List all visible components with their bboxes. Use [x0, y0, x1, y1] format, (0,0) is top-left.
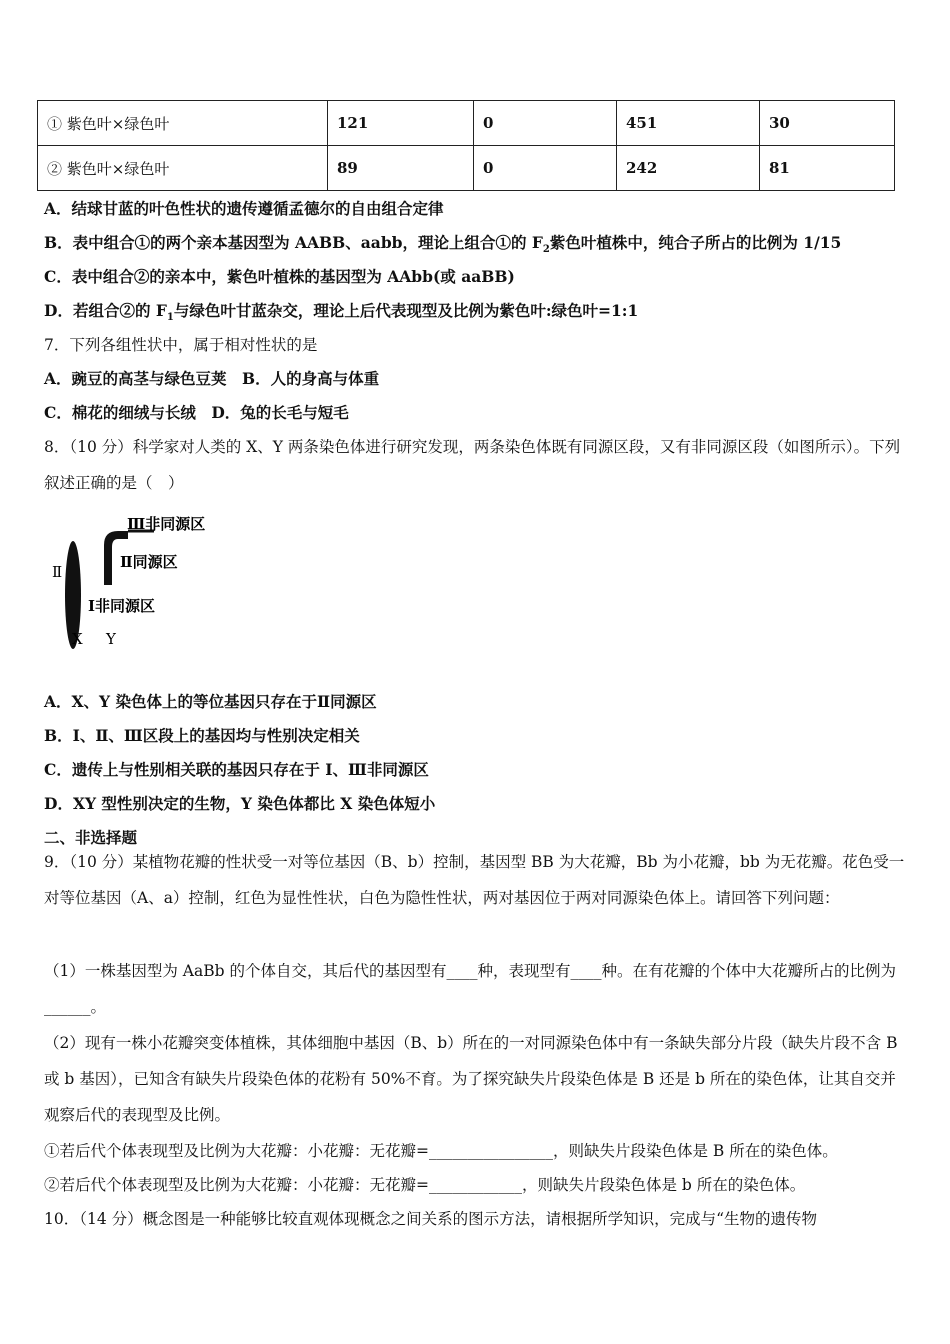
q7-stem: 7．下列各组性状中，属于相对性状的是	[44, 336, 318, 354]
label-region-i: Ⅰ非同源区	[88, 597, 156, 615]
q6-option-d-rest: 与绿色叶甘蓝杂交，理论上后代表现型及比例为紫色叶:绿色叶=1:1	[173, 301, 639, 320]
q6-option-b-rest: 紫色叶植株中，纯合子所占的比例为 1/15	[549, 233, 842, 252]
q8-option-b: B．I、Ⅱ、Ⅲ区段上的基因均与性别决定相关	[44, 726, 360, 745]
q8-option-a: A．X、Y 染色体上的等位基因只存在于Ⅱ同源区	[44, 692, 377, 711]
q6-option-b-sub: 2	[542, 244, 550, 256]
table-cell: 81	[760, 146, 895, 191]
cross-results-table	[37, 100, 895, 191]
label-x: X	[72, 630, 83, 648]
table-cell: 0	[474, 101, 617, 146]
label-left-ii: Ⅱ	[52, 563, 63, 581]
table-cell: 121	[328, 101, 474, 146]
q9-case-2: ②若后代个体表现型及比例为大花瓣：小花瓣：无花瓣=____________，则缺失片段染色体是 b 所在的染色体。	[44, 1176, 806, 1194]
q6-option-d-text: D．若组合②的 F	[44, 301, 167, 320]
q6-option-b	[44, 233, 906, 260]
table-cell: 0	[474, 146, 617, 191]
table-row	[38, 146, 895, 191]
q8-option-d: D．XY 型性别决定的生物，Y 染色体都比 X 染色体短小	[44, 794, 436, 813]
q6-option-c: C．表中组合②的亲本中，紫色叶植株的基因型为 AAbb(或 aaBB)	[44, 267, 515, 286]
q8-stem: 8．（10 分）科学家对人类的 X、Y 两条染色体进行研究发现，两条染色体既有同源区段，又有非同源区段（如图所示）。下列叙述正确的是（ ）	[44, 438, 901, 492]
q6-option-b-text: B．表中组合①的两个亲本基因型为 AABB、aabb，理论上组合①的 F	[44, 233, 543, 252]
q8-option-c: C．遗传上与性别相关联的基因只存在于 I、Ⅲ非同源区	[44, 760, 429, 779]
table-cell: 451	[617, 101, 760, 146]
label-region-ii: Ⅱ同源区	[120, 553, 178, 571]
cross-label: ② 紫色叶×绿色叶	[38, 146, 328, 191]
q6-option-a: A．结球甘蓝的叶色性状的遗传遵循孟德尔的自由组合定律	[44, 199, 444, 218]
label-region-iii: Ⅲ非同源区	[127, 515, 206, 533]
q9-part-1: （1）一株基因型为 AaBb 的个体自交，其后代的基因型有____种，表现型有____种。在有花瓣的个体中大花瓣所占的比例为______。	[44, 962, 896, 1016]
table-cell: 89	[328, 146, 474, 191]
table-cell: 242	[617, 146, 760, 191]
q9-stem: 9．（10 分）某植物花瓣的性状受一对等位基因（B、b）控制，基因型 BB 为大花瓣，Bb 为小花瓣，bb 为无花瓣。花色受一对等位基因（A、a）控制，红色为显性性状，白色为隐性性状，两对基因位于两对同源染色体上。请回答下列问题：	[44, 853, 905, 907]
xy-chromosome-figure	[44, 505, 244, 655]
cross-label: ① 紫色叶×绿色叶	[38, 101, 328, 146]
q7-options-ab: A．豌豆的高茎与绿色豆荚 B．人的身高与体重	[44, 369, 380, 388]
table-cell: 30	[760, 101, 895, 146]
section-heading: 二、非选择题	[44, 828, 138, 847]
q10-stem: 10．（14 分）概念图是一种能够比较直观体现概念之间关系的图示方法，请根据所学知识，完成与“生物的遗传物	[44, 1210, 818, 1228]
q6-option-d-sub: 1	[166, 312, 174, 324]
q6-option-d	[44, 301, 906, 328]
label-y: Y	[106, 630, 116, 648]
table-row	[38, 101, 895, 146]
q9-case-1: ①若后代个体表现型及比例为大花瓣：小花瓣：无花瓣=________________，则缺失片段染色体是 B 所在的染色体。	[44, 1142, 838, 1160]
q7-options-cd: C．棉花的细绒与长绒 D．兔的长毛与短毛	[44, 403, 349, 422]
q9-part-2: （2）现有一株小花瓣突变体植株，其体细胞中基因（B、b）所在的一对同源染色体中有一条缺失部分片段（缺失片段不含 B 或 b 基因），已知含有缺失片段染色体的花粉有 50%不育。为了探究缺失片段染色体是 B 还是 b 所在的染色体，让其自交并观察后代的表现型及比例。	[44, 1034, 898, 1124]
